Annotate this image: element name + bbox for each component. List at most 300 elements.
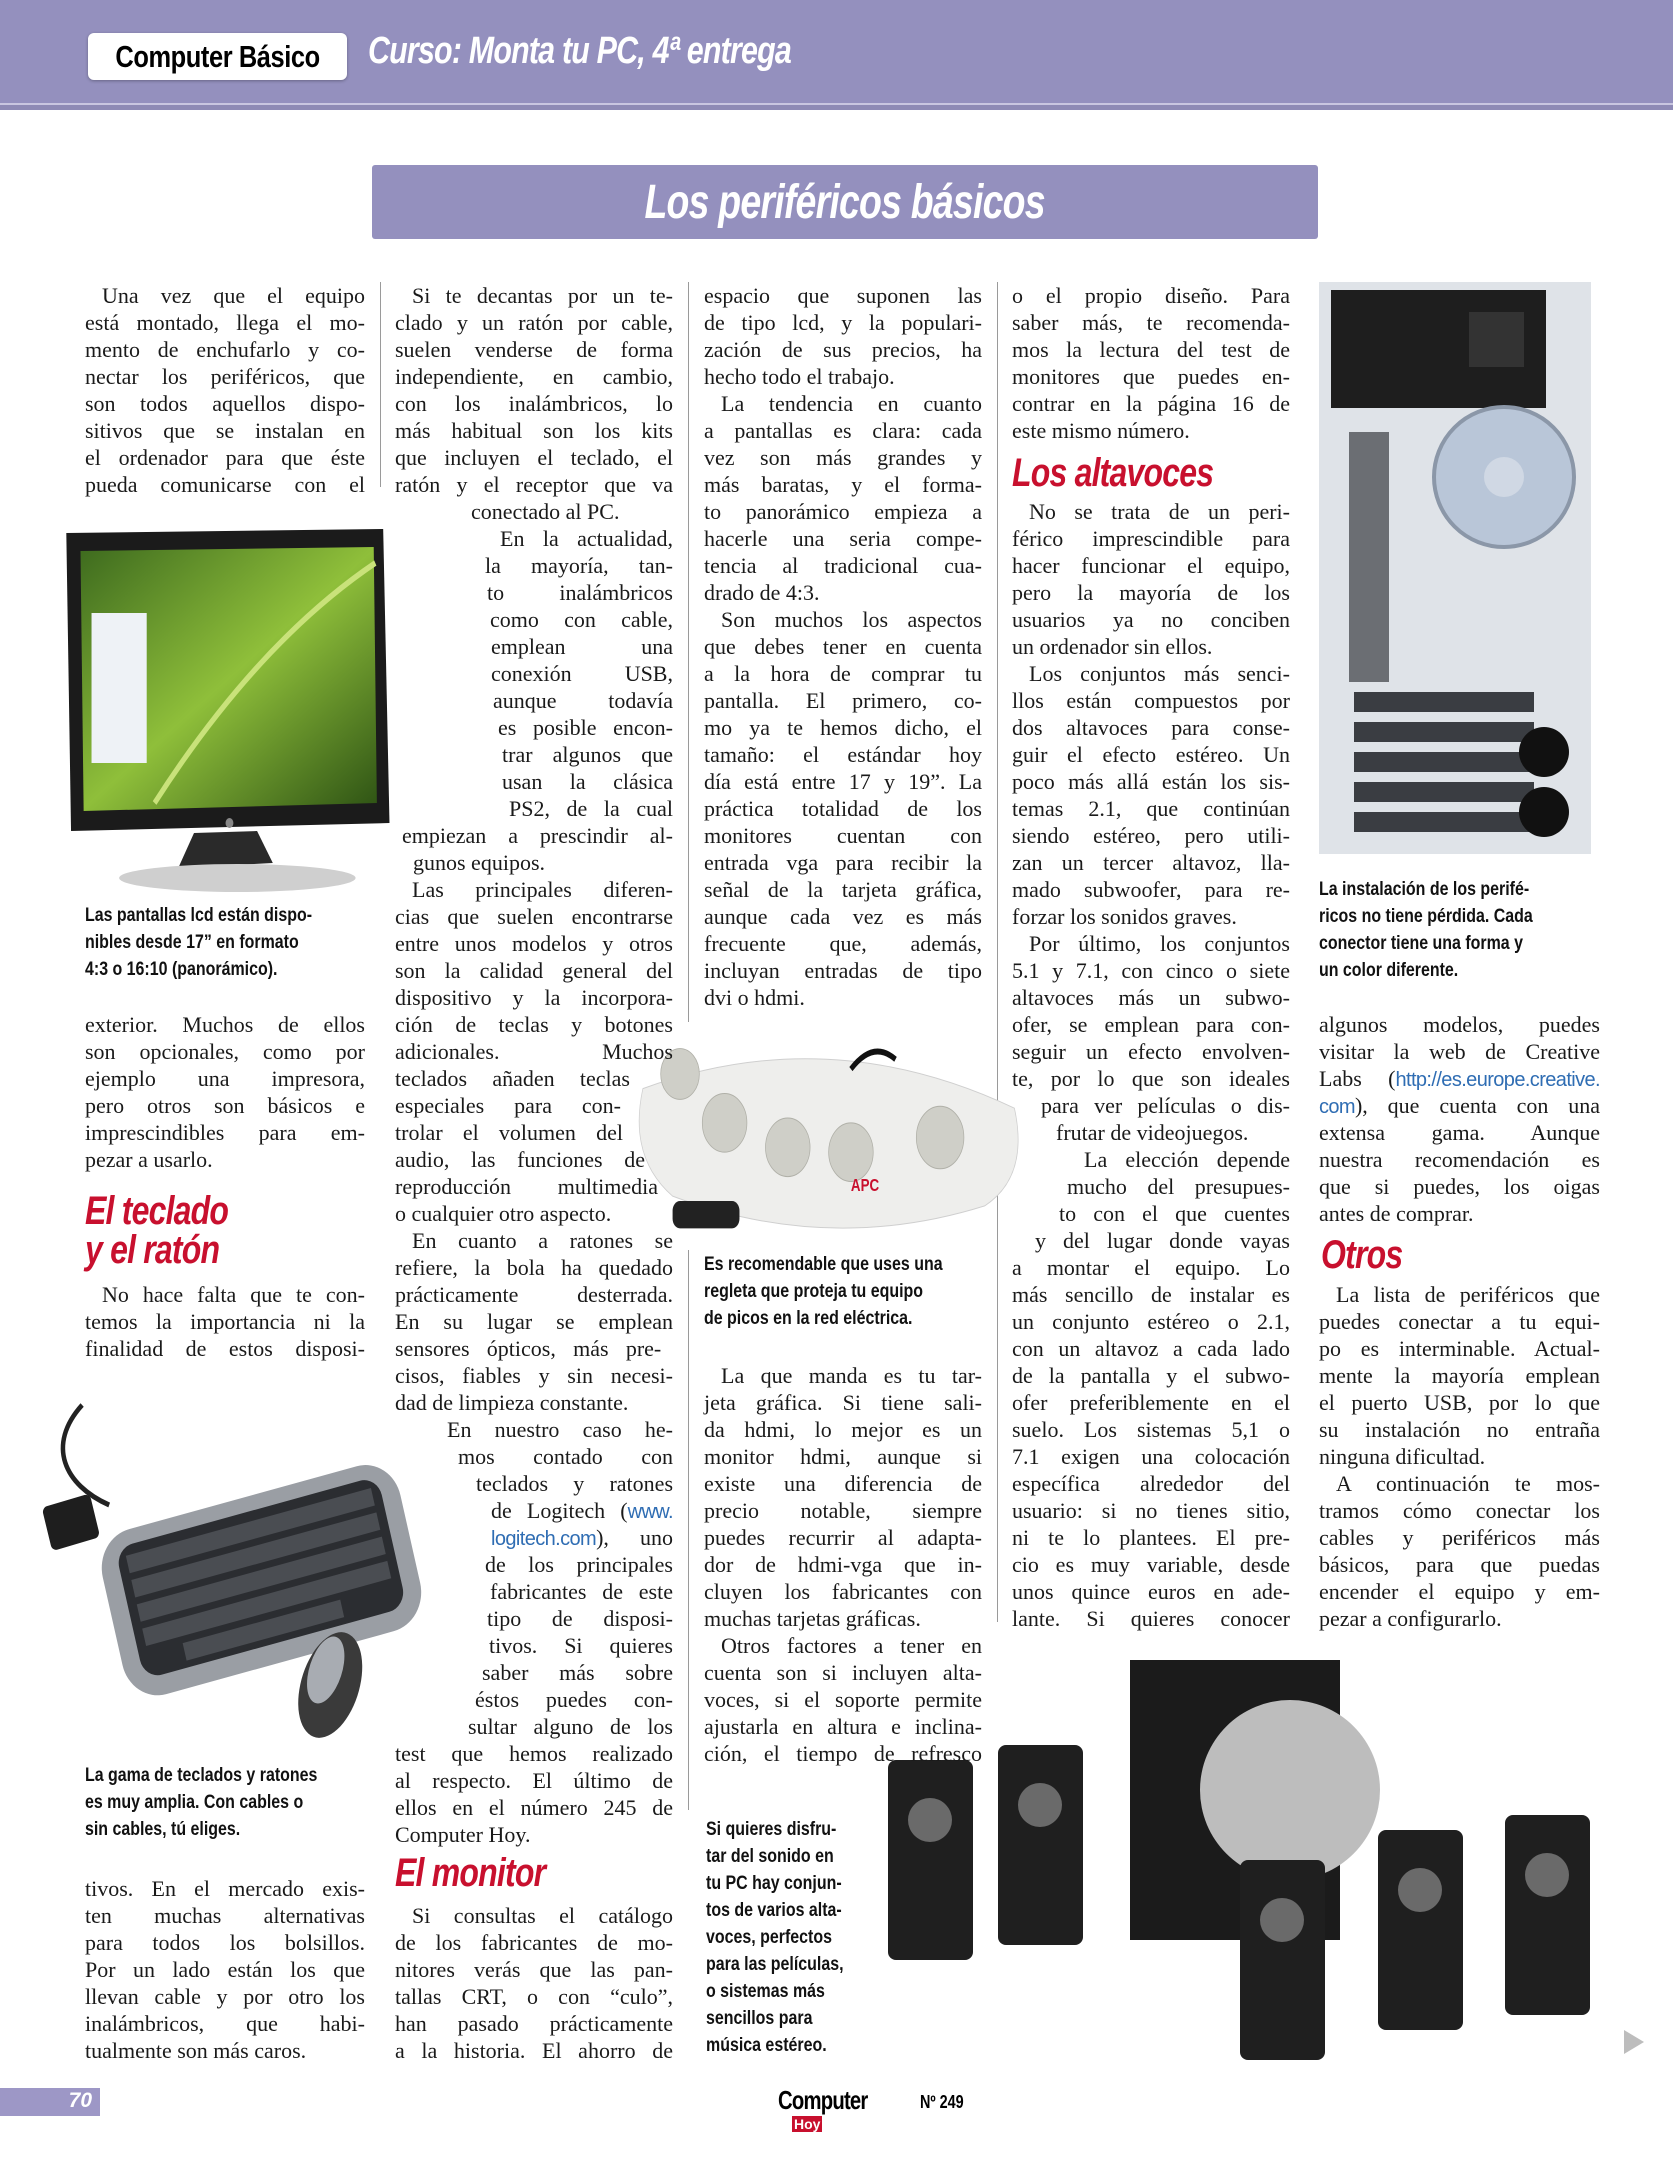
text-line-content: voces, si el soporte permite (704, 1687, 982, 1712)
text-line (1012, 1497, 1290, 1524)
text-line-content: que si puedes, los oigas (1319, 1174, 1600, 1199)
text-line (704, 1659, 982, 1686)
text-line (85, 1146, 365, 1173)
text-line (1319, 1443, 1600, 1470)
text-line (490, 1578, 673, 1605)
text-line-content: tivos. Si quieres (489, 1633, 673, 1658)
text-line (1012, 903, 1290, 930)
text-line (85, 1038, 365, 1065)
text-line-content: a la hora de comprar tu (704, 661, 982, 686)
article-title: Los periféricos básicos (644, 175, 1046, 229)
text-line (1012, 579, 1290, 606)
text-line (509, 795, 673, 822)
text-line (412, 876, 673, 903)
text-line-content: su instalación no entraña (1319, 1417, 1600, 1442)
text-line (395, 1335, 673, 1362)
text-line-content: hecho todo el trabajo. (704, 364, 895, 389)
text-line (85, 390, 365, 417)
text-line-content: a la historia. El ahorro de (395, 2038, 673, 2063)
text-line-content: que incluyen el teclado, el (395, 445, 673, 470)
text-line (476, 1470, 673, 1497)
keyboard-mouse-image (28, 1385, 443, 1755)
text-line-content: test que hemos realizado (395, 1741, 673, 1766)
text-line-content: siendo estéreo, pero utili- (1012, 823, 1290, 848)
text-line (1012, 633, 1290, 660)
text-line-content: día está entre 17 y 19”. La (704, 769, 982, 794)
text-line-content: entre unos modelos y otros (395, 931, 673, 956)
text-line-content: empiezan a prescindir al- (402, 823, 673, 848)
heading-teclado-line1: El teclado (85, 1189, 229, 1233)
text-line (704, 525, 982, 552)
text-line (102, 1281, 365, 1308)
text-segment: de Logitech ( (491, 1498, 628, 1523)
text-line (1012, 1578, 1290, 1605)
text-line (1319, 1092, 1600, 1119)
text-line-content: nuestra recomendación es (1319, 1147, 1600, 1172)
text-line (1319, 1335, 1600, 1362)
text-line-content: o el propio diseño. Para (1012, 283, 1290, 308)
text-line (704, 1497, 982, 1524)
text-line-content: de la pantalla y el subwo- (1012, 1363, 1290, 1388)
text-line-content: ni te lo plantees. El pre- (1012, 1525, 1290, 1550)
text-line (395, 309, 673, 336)
text-line-content: pezar a configurarlo. (1319, 1606, 1502, 1631)
text-line-content: gunos equipos. (413, 850, 545, 875)
text-line-content: tramos cómo conectar los (1319, 1498, 1600, 1523)
text-line-content: saber más, te recomenda- (1012, 310, 1290, 335)
text-line-content: ten muchas alternativas (85, 1903, 365, 1928)
text-line-content: como con cable, (490, 607, 673, 632)
text-line-content: práctica totalidad de los (704, 796, 982, 821)
text-line-content: pero la mayoría de los (1012, 580, 1290, 605)
text-line-content: pezar a usarlo. (85, 1147, 213, 1172)
text-line (395, 1119, 623, 1146)
text-line (395, 1740, 673, 1767)
text-line (1029, 660, 1290, 687)
text-line-content: cio es muy variable, desde (1012, 1552, 1290, 1577)
text-line (1319, 1416, 1600, 1443)
text-line (1319, 1497, 1600, 1524)
text-line-content: trolar el volumen del (395, 1120, 623, 1145)
text-segment: ), que cuenta con una (1354, 1093, 1600, 1118)
text-line (102, 282, 365, 309)
text-line-content: refiere, la bola ha quedado (395, 1255, 673, 1280)
text-line-content: más baratas, y el forma- (704, 472, 982, 497)
caption-torre (1319, 876, 1533, 984)
text-line-content: aunque cada vez es más (704, 904, 982, 929)
text-line (704, 417, 982, 444)
text-line (395, 1929, 673, 1956)
heading-altavoces: Los altavoces (1012, 451, 1214, 495)
text-line (395, 957, 673, 984)
text-line (1012, 1470, 1290, 1497)
text-line (395, 1821, 673, 1848)
text-line-content: inalámbricos, que habi- (85, 2011, 365, 2036)
page-number-tab (0, 2088, 100, 2116)
text-line (1336, 1281, 1600, 1308)
text-line-content: tencia al tradicional cua- (704, 553, 982, 578)
text-line (704, 876, 982, 903)
text-line (1012, 795, 1290, 822)
caption-line: regleta que proteja tu equipo (704, 1281, 924, 1302)
text-line (395, 1065, 630, 1092)
text-line (487, 579, 673, 606)
text-line-content: aunque todavía (493, 688, 673, 713)
text-line-content: monitores cuentan con (704, 823, 982, 848)
text-line-content: tipo de disposi- (487, 1606, 673, 1631)
text-line-content: a pantallas es clara: cada (704, 418, 982, 443)
text-line-content: teclados y ratones (476, 1471, 673, 1496)
text-line-content: finalidad de estos disposi- (85, 1336, 365, 1361)
text-line (489, 1632, 673, 1659)
caption-line: Es recomendable que uses una (704, 1254, 943, 1275)
caption-line: La gama de teclados y ratones (85, 1765, 318, 1786)
caption-line: 4:3 o 16:10 (panorámico). (85, 959, 278, 980)
text-line (1319, 1065, 1600, 1092)
text-line-content: teclados añaden teclas (395, 1066, 630, 1091)
text-line-content: tallas CRT, o con “culo”, (395, 1984, 673, 2009)
text-line-content: incluyan entradas de tipo (704, 958, 982, 983)
text-line-content: cuenta son si incluyen alta- (704, 1660, 982, 1685)
text-line-content: son la calidad general del (395, 958, 673, 983)
text-line-content: la mayoría, tan- (485, 553, 673, 578)
text-line (1012, 1362, 1290, 1389)
text-line-content: poco más allá están los sis- (1012, 769, 1290, 794)
text-line-content: Por último, los conjuntos (1029, 931, 1290, 956)
logo-word: Computer (778, 2085, 868, 2115)
text-line-content: extensa gama. Aunque (1319, 1120, 1600, 1145)
text-line (704, 1416, 982, 1443)
text-line (85, 363, 365, 390)
page-number: 70 (68, 2089, 92, 2112)
text-line-content: existe una diferencia de (704, 1471, 982, 1496)
text-line-content: monitor hdmi, aunque si (704, 1444, 982, 1469)
text-line (704, 1551, 982, 1578)
text-line (1319, 1011, 1600, 1038)
text-line (1035, 1227, 1290, 1254)
text-line (704, 309, 982, 336)
text-line (1012, 1524, 1290, 1551)
lcd-monitor-image (60, 523, 395, 895)
text-line (85, 1065, 365, 1092)
text-line-content: Computer Hoy. (395, 1822, 531, 1847)
text-line-content: más sencillo de instalar es (1012, 1282, 1290, 1307)
caption-line: o sistemas más (706, 1981, 825, 2002)
text-line (1012, 336, 1290, 363)
section-tag (88, 33, 347, 80)
text-line (485, 1551, 673, 1578)
text-line-content: nitores verás que las pan- (395, 1957, 673, 1982)
caption-line: tos de varios alta- (706, 1900, 842, 1921)
text-line-content: un conjunto estéreo o 2.1, (1012, 1309, 1290, 1334)
text-line-content: suelen venderse de forma (395, 337, 673, 362)
pc-tower-rear-image (1319, 282, 1591, 854)
text-line (704, 1578, 982, 1605)
text-line (395, 1092, 621, 1119)
text-line (1012, 390, 1290, 417)
text-line-content: sultar alguno de los (468, 1714, 673, 1739)
text-line (1319, 1146, 1600, 1173)
text-line (1012, 1335, 1290, 1362)
text-line (704, 822, 982, 849)
text-line (395, 1794, 673, 1821)
text-line-content: de los fabricantes de mo- (395, 1930, 673, 1955)
text-line-content: te, por lo que son ideales (1012, 1066, 1290, 1091)
text-line (471, 498, 673, 525)
text-line (85, 1956, 365, 1983)
text-line-content: Otros factores a tener en (721, 1633, 982, 1658)
text-line (1012, 1308, 1290, 1335)
text-line (704, 1389, 982, 1416)
text-line (447, 1416, 673, 1443)
text-line-content: to inalámbricos (487, 580, 673, 605)
text-line-content: tamaño: el estándar hoy (704, 742, 982, 767)
text-line (704, 903, 982, 930)
text-line (704, 1740, 982, 1767)
text-line (1012, 687, 1290, 714)
text-line (1012, 309, 1290, 336)
caption-monitor (85, 902, 312, 983)
text-line (1336, 1470, 1600, 1497)
text-line (704, 687, 982, 714)
text-line-content: mos la lectura del test de (1012, 337, 1290, 362)
text-line (704, 282, 982, 309)
text-line (85, 1335, 365, 1362)
issue-number: Nº 249 (920, 2092, 964, 2112)
text-line (395, 1146, 645, 1173)
text-line-content: vez son más grandes y (704, 445, 982, 470)
text-line (395, 1767, 673, 1794)
text-line-content: pero otros son básicos e (85, 1093, 365, 1118)
text-line-content (491, 1525, 673, 1550)
text-line (704, 1686, 982, 1713)
text-line-content: son opcionales, como por (85, 1039, 365, 1064)
text-line-content: fabricantes de este (490, 1579, 673, 1604)
text-line-content: temas 2.1, que continúan (1012, 796, 1290, 821)
caption-regleta (704, 1251, 943, 1332)
text-line-content: Si te decantas por un te- (412, 283, 673, 308)
text-line-content: ción, el tiempo de refresco (704, 1741, 982, 1766)
text-line (1012, 1011, 1290, 1038)
text-line-content: cias que suelen encontrarse (395, 904, 673, 929)
text-line (395, 1956, 673, 1983)
text-line (1012, 525, 1290, 552)
text-line-content: Si consultas el catálogo (412, 1903, 673, 1928)
text-line (85, 444, 365, 471)
text-line (704, 1713, 982, 1740)
caption-line: sin cables, tú eliges. (85, 1819, 241, 1840)
text-line-content (1319, 1093, 1600, 1118)
text-line (1319, 1551, 1600, 1578)
text-line (85, 309, 365, 336)
web-link[interactable]: www. (627, 1501, 673, 1523)
text-line (1319, 1038, 1600, 1065)
text-line (1319, 1578, 1600, 1605)
text-line (1012, 1281, 1290, 1308)
text-line (1084, 1146, 1290, 1173)
text-line-content: tualmente son más caros. (85, 2038, 307, 2063)
text-line-content: contrar en la página 16 de (1012, 391, 1290, 416)
column-rule (997, 282, 998, 1622)
text-line (395, 930, 673, 957)
text-line-content: espacio que suponen las (704, 283, 982, 308)
web-link[interactable]: http://es.europe.creative. (1395, 1069, 1600, 1091)
text-line-content: independiente, en cambio, (395, 364, 673, 389)
text-line-content: No se trata de un peri- (1029, 499, 1290, 524)
text-line (85, 1119, 365, 1146)
text-line (704, 1524, 982, 1551)
text-line (1012, 876, 1290, 903)
heading-otros: Otros (1321, 1233, 1403, 1277)
text-line (704, 1605, 982, 1632)
web-link[interactable]: com (1319, 1096, 1355, 1118)
text-line (704, 930, 982, 957)
text-line-content: de los principales (485, 1552, 673, 1577)
logo-sub: Hoy (794, 2116, 821, 2132)
speakers-image (880, 1650, 1620, 2070)
text-line-content: ajustarla en altura e inclina- (704, 1714, 982, 1739)
text-line-content: cluyen los fabricantes con (704, 1579, 982, 1604)
text-line (491, 1524, 673, 1551)
text-line (412, 1227, 673, 1254)
text-line-content: mucho del presupues- (1067, 1174, 1290, 1199)
text-line-content: No hace falta que te con- (102, 1282, 365, 1307)
text-line-content: PS2, de la cual (509, 796, 673, 821)
text-line-content: audio, las funciones de (395, 1147, 645, 1172)
text-line-content: antes de comprar. (1319, 1201, 1474, 1226)
text-line-content: to panorámico empieza a (704, 499, 982, 524)
caption-line: un color diferente. (1319, 960, 1459, 981)
text-line-content: En nuestro caso he- (447, 1417, 673, 1442)
text-line (402, 822, 673, 849)
text-line (395, 390, 673, 417)
text-line-content (1319, 1066, 1600, 1091)
text-line (485, 552, 673, 579)
text-line-content: tivos. En el mercado exis- (85, 1876, 365, 1901)
text-line (1319, 1200, 1600, 1227)
text-line-content: férico imprescindible para (1012, 526, 1290, 551)
web-link[interactable]: logitech.com (491, 1528, 597, 1550)
text-line (1012, 606, 1290, 633)
text-line-content: mo ya te hemos dicho, el (704, 715, 982, 740)
text-line-content: usan la clásica (502, 769, 673, 794)
text-line-content: para todos los bolsillos. (85, 1930, 365, 1955)
text-line-content: hacerle una seria compe- (704, 526, 982, 551)
text-line (412, 282, 673, 309)
column-rule (380, 282, 381, 487)
text-line (1319, 1119, 1600, 1146)
text-line-content: el puerto USB, por lo que (1319, 1390, 1600, 1415)
text-line-content: emplean una (491, 634, 673, 659)
text-line-content: unos quince euros en ade- (1012, 1579, 1290, 1604)
text-line-content: La tendencia en cuanto (721, 391, 982, 416)
column-rule (688, 282, 689, 1022)
text-line (85, 1011, 365, 1038)
text-line (395, 363, 673, 390)
text-line (1012, 849, 1290, 876)
text-line-content: usuario: si no tienes sitio, (1012, 1498, 1290, 1523)
caption-line: La instalación de los perifé- (1319, 879, 1530, 900)
text-line-content: el ordenador para que éste (85, 445, 365, 470)
text-line (85, 1092, 365, 1119)
text-line-content: un ordenador sin ellos. (1012, 634, 1213, 659)
text-line (395, 984, 673, 1011)
text-line-content: A continuación te mos- (1336, 1471, 1600, 1496)
text-segment: ), uno (596, 1525, 673, 1550)
text-line (704, 714, 982, 741)
text-segment: Labs ( (1319, 1066, 1396, 1091)
text-line-content: da hdmi, lo mejor es un (704, 1417, 982, 1442)
text-line-content: Son muchos los aspectos (721, 607, 982, 632)
text-line (395, 1173, 658, 1200)
text-line-content: sensores ópticos, más pre- (395, 1336, 662, 1361)
text-line-content: que debes tener en cuenta (704, 634, 982, 659)
text-line (1012, 1389, 1290, 1416)
text-line (395, 1389, 673, 1416)
text-line (1056, 1119, 1290, 1146)
text-line (704, 444, 982, 471)
text-line (395, 1308, 673, 1335)
caption-line: Si quieres disfru- (706, 1819, 837, 1840)
text-line (413, 849, 673, 876)
text-line (1319, 1605, 1600, 1632)
text-line (1059, 1200, 1290, 1227)
caption-line: para las películas, (706, 1954, 844, 1975)
text-line-content: específica alrededor del (1012, 1471, 1290, 1496)
text-line (395, 417, 673, 444)
text-line (395, 1983, 673, 2010)
text-line (704, 849, 982, 876)
heading-teclado-line2: y el ratón (85, 1228, 220, 1272)
text-line (704, 795, 982, 822)
text-line-content: temos la importancia ni la (85, 1309, 365, 1334)
text-line (704, 984, 982, 1011)
text-line-content: conectado al PC. (471, 499, 620, 524)
text-line-content: al respecto. El último de (395, 1768, 673, 1793)
column-rule (688, 1250, 689, 1810)
text-line (395, 903, 673, 930)
text-line (1012, 1551, 1290, 1578)
section-label: Computer Básico (115, 38, 320, 74)
text-line (395, 1038, 673, 1065)
caption-line: de picos en la red eléctrica. (704, 1308, 913, 1329)
text-line-content: guir el efecto estéreo. Un (1012, 742, 1290, 767)
text-line (85, 471, 365, 498)
text-line (85, 2037, 365, 2064)
text-line-content: más habitual son los kits (395, 418, 673, 443)
caption-line: conector tiene una forma y (1319, 933, 1523, 954)
text-line-content: Los conjuntos más senci- (1029, 661, 1290, 686)
caption-line: voces, perfectos (706, 1927, 832, 1948)
text-line-content: encender el equipo y em- (1319, 1579, 1600, 1604)
text-line-content: usuarios ya no conciben (1012, 607, 1290, 632)
text-line-content: cisos, fiables y sin necesi- (395, 1363, 673, 1388)
text-line (1012, 282, 1290, 309)
caption-line: sencillos para (706, 2008, 813, 2029)
text-line-content: dor de hdmi-vga que in- (704, 1552, 982, 1577)
header-divider (0, 103, 1673, 110)
heading-monitor: El monitor (395, 1851, 546, 1895)
text-line-content: En la actualidad, (500, 526, 673, 551)
text-line-content: forzar los sonidos graves. (1012, 904, 1237, 929)
text-line (1012, 822, 1290, 849)
text-line (1012, 1065, 1290, 1092)
text-line-content: Las principales diferen- (412, 877, 673, 902)
text-line (1012, 768, 1290, 795)
text-line-content: prácticamente desterrada. (395, 1282, 673, 1307)
text-line-content: cables y periféricos más (1319, 1525, 1600, 1550)
text-line (1012, 552, 1290, 579)
